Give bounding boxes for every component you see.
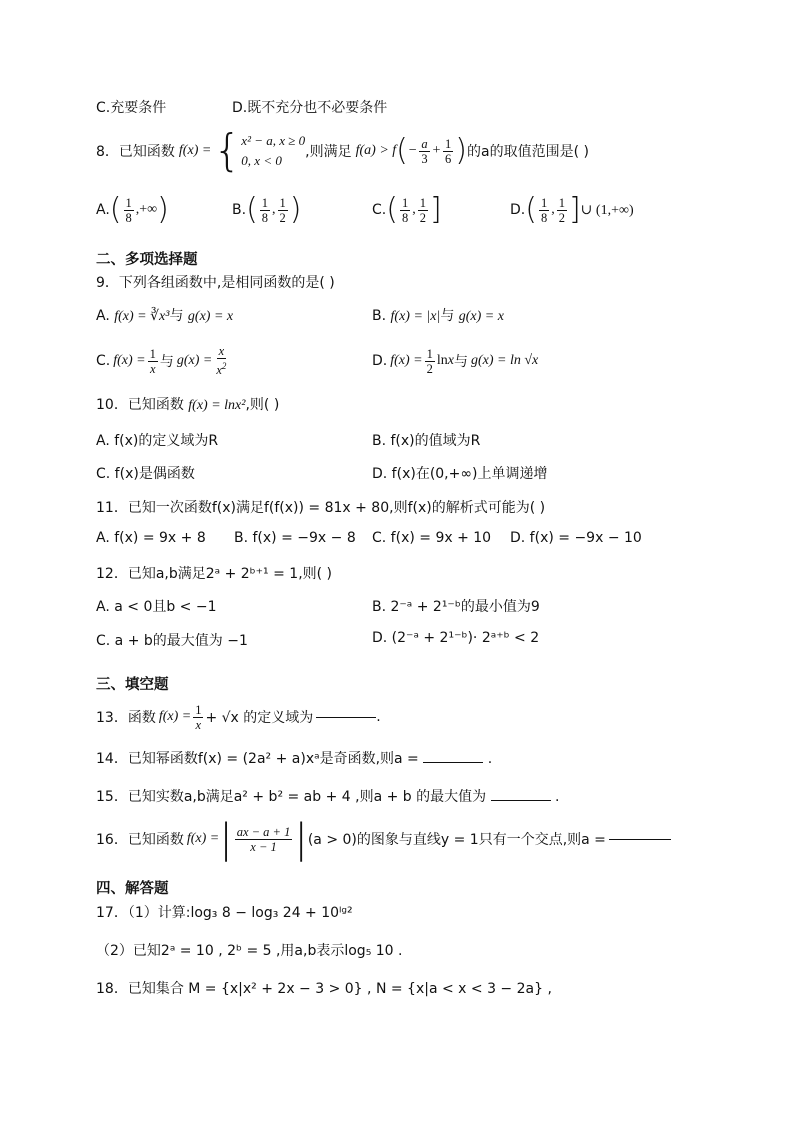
q8-option-a-label: A.: [96, 202, 110, 218]
q10-option-c: C. f(x)是偶函数: [96, 466, 195, 482]
q8-option-b-label: B.: [232, 202, 247, 218]
q12-option-d: D. (2⁻ᵃ + 2¹⁻ᵇ)· 2ᵃ⁺ᵇ < 2: [372, 630, 540, 646]
question-17-part-2: （2）已知2ᵃ = 10 , 2ᵇ = 5 ,用a,b表示log₅ 10 .: [96, 943, 403, 959]
q8-stem-c: 的a的取值范围是( ): [467, 144, 589, 160]
section-4-heading: 四、解答题: [96, 881, 169, 897]
question-9-stem: 9．下列各组函数中,是相同函数的是( ): [96, 275, 335, 291]
q8-stem-b: ,则满足: [305, 144, 352, 160]
q9-option-c: C. f(x) = $\frac{1}{x}$ 与 g(x) = $\frac{x}{x^2}$: [96, 344, 227, 378]
q12-option-b: B. 2⁻ᵃ + 2¹⁻ᵇ的最小值为9: [372, 599, 540, 615]
q15-answer-blank[interactable]: [491, 800, 551, 801]
q12-option-c: C. a + b的最大值为 −1: [96, 633, 248, 649]
question-10-stem: 10．已知函数 f(x) = lnx²,则( ): [96, 397, 280, 413]
q12-option-a: A. a < 0且b < −1: [96, 599, 217, 615]
q8-ineq-left: f(a) > f: [355, 143, 397, 158]
q8-frac-a3: $\frac{a}{3}$: [421, 136, 428, 166]
q11-option-c: C. f(x) = 9x + 10: [372, 530, 492, 546]
q10-option-b: B. f(x)的值域为R: [372, 433, 481, 449]
q8-option-d-label: D.: [510, 202, 526, 218]
q7-option-d: D.既不充分也不必要条件: [232, 100, 388, 116]
q13-answer-blank[interactable]: [316, 717, 376, 718]
q8-brace: {: [213, 125, 242, 176]
q8-paren: (: [396, 133, 408, 168]
q11-option-d: D. f(x) = −9x − 10: [510, 530, 642, 546]
question-8: 8． 已知函数 f(x) = { x² − a, x ≥ 0 0, x < 0 ,则满足 f(a) > f ( − $\frac{a}{3}$ + $\frac{1}{6}$ ) 的a的取值范围是( ): [96, 125, 589, 176]
q7-option-c: C.充要条件: [96, 100, 167, 116]
q10-option-a: A. f(x)的定义域为R: [96, 433, 219, 449]
section-2-heading: 二、多项选择题: [96, 252, 198, 268]
question-13: 13．函数 f(x) = $\frac{1}{x}$ + √x 的定义域为 .: [96, 702, 381, 732]
q10-option-d: D. f(x)在(0,+∞)上单调递增: [372, 466, 548, 482]
q14-answer-blank[interactable]: [423, 762, 483, 763]
q8-stem-a: 已知函数: [118, 144, 175, 160]
q8-number: 8．: [96, 144, 119, 160]
section-3-heading: 三、填空题: [96, 677, 169, 693]
q9-option-d: D. f(x) = $\frac{1}{2}$ ln x 与 g(x) = ln √x: [372, 346, 539, 376]
q8-case-2: 0, x < 0: [241, 153, 282, 168]
question-18-stem: 18．已知集合 M = {x|x² + 2x − 3 > 0} , N = {x|a < x < 3 − 2a} ,: [96, 981, 552, 997]
q8-option-c-label: C.: [372, 202, 387, 218]
q8-fx: f(x) =: [178, 143, 212, 158]
q11-option-b: B. f(x) = −9x − 8: [234, 530, 356, 546]
question-12-stem: 12．已知a,b满足2ᵃ + 2ᵇ⁺¹ = 1,则( ): [96, 566, 333, 582]
q16-answer-blank[interactable]: [609, 839, 671, 840]
q8-cases: [241, 131, 305, 171]
q8-option-b: B. ( $\frac{1}{8}$ , $\frac{1}{2}$ ): [232, 192, 302, 227]
question-16: 16．已知函数 f(x) = | $\frac{ax - a + 1}{x - 1}$ | (a > 0)的图象与直线y = 1只有一个交点,则a =: [96, 814, 671, 864]
q8-case-1: x² − a, x ≥ 0: [241, 133, 306, 148]
q8-option-d: D. ( $\frac{1}{8}$ , $\frac{1}{2}$ ] ∪ (1,+∞): [510, 192, 634, 227]
question-14: 14．已知幂函数f(x) = (2a² + a)xᵃ是奇函数,则a = .: [96, 751, 493, 767]
q9-option-a: A. f(x) = ∛x³与 g(x) = x: [96, 308, 234, 324]
q8-option-c: C. ( $\frac{1}{8}$ , $\frac{1}{2}$ ]: [372, 192, 442, 227]
q8-option-a: A. ( $\frac{1}{8}$ ,+∞ ): [96, 192, 169, 227]
q8-option-d-union: ∪ (1,+∞): [580, 202, 634, 218]
q11-option-a: A. f(x) = 9x + 8: [96, 530, 206, 546]
q9-option-b: B. f(x) = |x|与 g(x) = x: [372, 308, 504, 324]
q8-frac-16: $\frac{1}{6}$: [445, 136, 452, 166]
question-15: 15．已知实数a,b满足a² + b² = ab + 4 ,则a + b 的最大值为 .: [96, 789, 560, 805]
question-11-stem: 11．已知一次函数f(x)满足f(f(x)) = 81x + 80,则f(x)的解析式可能为( ): [96, 500, 546, 516]
question-17-part-1: 17．（1）计算:log₃ 8 − log₃ 24 + 10ˡᵍ²: [96, 905, 353, 921]
